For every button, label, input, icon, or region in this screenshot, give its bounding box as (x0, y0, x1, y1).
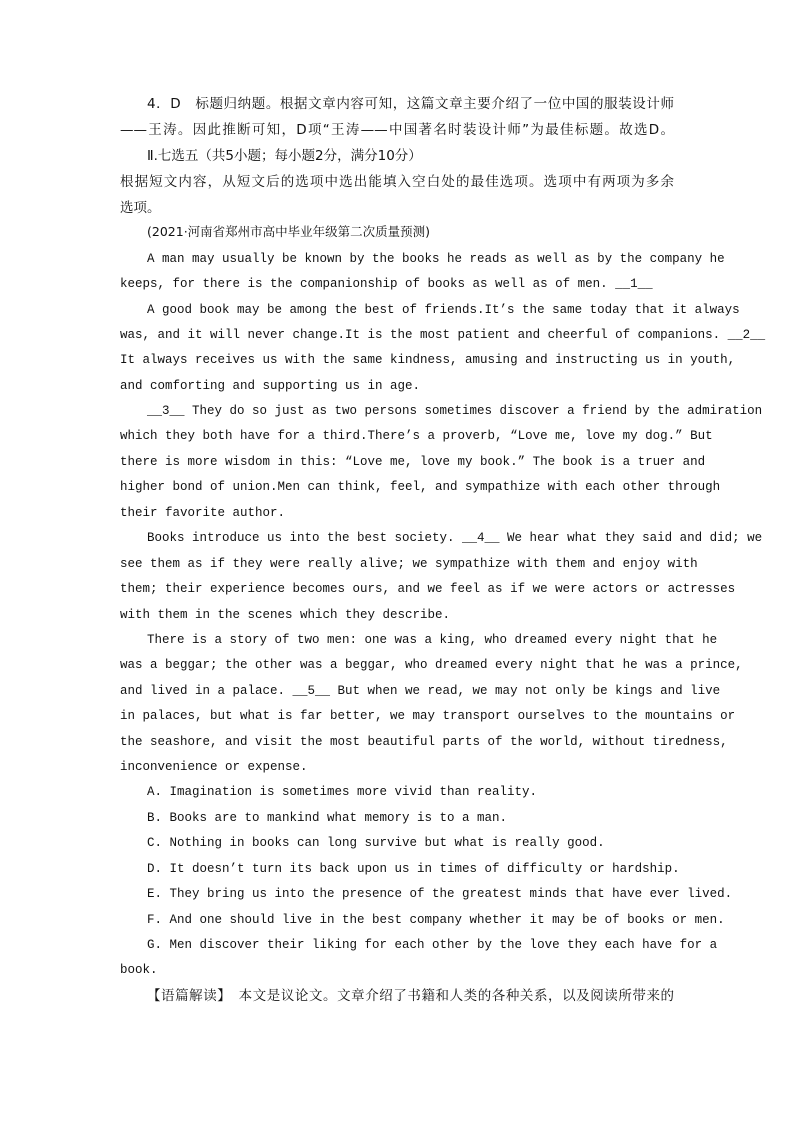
option-b: B. Books are to mankind what memory is to a man. (147, 811, 508, 825)
instructions-line-1: 根据短文内容，从短文后的选项中选出能填入空白处的最佳选项。选项中有两项为多余 (120, 174, 674, 190)
passage-line: A man may usually be known by the books he reads as well as by the company he (147, 252, 725, 266)
passage-line: __3__ They do so just as two persons sometimes discover a friend by the admiration (147, 404, 763, 418)
passage-line: There is a story of two men: one was a king, who dreamed every night that he (147, 633, 718, 647)
answer-line-2: ——王涛。因此推断可知，D项“王涛——中国著名时装设计师”为最佳标题。故选D。 (120, 122, 674, 138)
passage-line: A good book may be among the best of friends.It’s the same today that it always (147, 303, 740, 317)
option-e: E. They bring us into the presence of the greatest minds that have ever lived. (147, 887, 733, 901)
passage-line: and comforting and supporting us in age. (120, 379, 421, 393)
section-heading: Ⅱ.七选五（共5小题；每小题2分，满分10分） (147, 148, 422, 164)
answer-line-1: 4．D 标题归纳题。根据文章内容可知，这篇文章主要介绍了一位中国的服装设计师 (147, 96, 674, 112)
source-note: (2021·河南省郑州市高中毕业年级第二次质量预测) (147, 224, 431, 239)
passage-line: which they both have for a third.There’s a proverb, “Love me, love my dog.” But (120, 429, 713, 443)
passage-line: there is more wisdom in this: “Love me, love my book.” The book is a truer and (120, 455, 706, 469)
passage-line: Books introduce us into the best society. __4__ We hear what they said and did; we (147, 531, 763, 545)
passage-line: inconvenience or expense. (120, 760, 308, 774)
option-f: F. And one should live in the best company whether it may be of books or men. (147, 913, 725, 927)
passage-analysis: 【语篇解读】 本文是议论文。文章介绍了书籍和人类的各种关系，以及阅读所带来的 (147, 988, 674, 1004)
option-a: A. Imagination is sometimes more vivid than reality. (147, 785, 538, 799)
passage-line: was a beggar; the other was a beggar, who dreamed every night that he was a prince, (120, 658, 743, 672)
passage-line: them; their experience becomes ours, and we feel as if we were actors or actresses (120, 582, 736, 596)
passage-line: keeps, for there is the companionship of books as well as of men. __1__ (120, 277, 653, 291)
passage-line: see them as if they were really alive; we sympathize with them and enjoy with (120, 557, 698, 571)
passage-line: with them in the scenes which they describe. (120, 608, 451, 622)
passage-line: It always receives us with the same kindness, amusing and instructing us in youth, (120, 353, 736, 367)
passage-line: in palaces, but what is far better, we may transport ourselves to the mountains or (120, 709, 736, 723)
passage-line: and lived in a palace. __5__ But when we read, we may not only be kings and live (120, 684, 721, 698)
option-g: G. Men discover their liking for each other by the love they each have for a (147, 938, 718, 952)
passage-line: the seashore, and visit the most beautiful parts of the world, without tiredness, (120, 735, 728, 749)
passage-line: their favorite author. (120, 506, 286, 520)
option-g-continued: book. (120, 963, 158, 977)
passage-line: higher bond of union.Men can think, feel, and sympathize with each other through (120, 480, 721, 494)
passage-line: was, and it will never change.It is the most patient and cheerful of companions. __2__ (120, 328, 766, 342)
option-c: C. Nothing in books can long survive but what is really good. (147, 836, 605, 850)
option-d: D. It doesn’t turn its back upon us in times of difficulty or hardship. (147, 862, 680, 876)
instructions-line-2: 选项。 (120, 200, 161, 216)
